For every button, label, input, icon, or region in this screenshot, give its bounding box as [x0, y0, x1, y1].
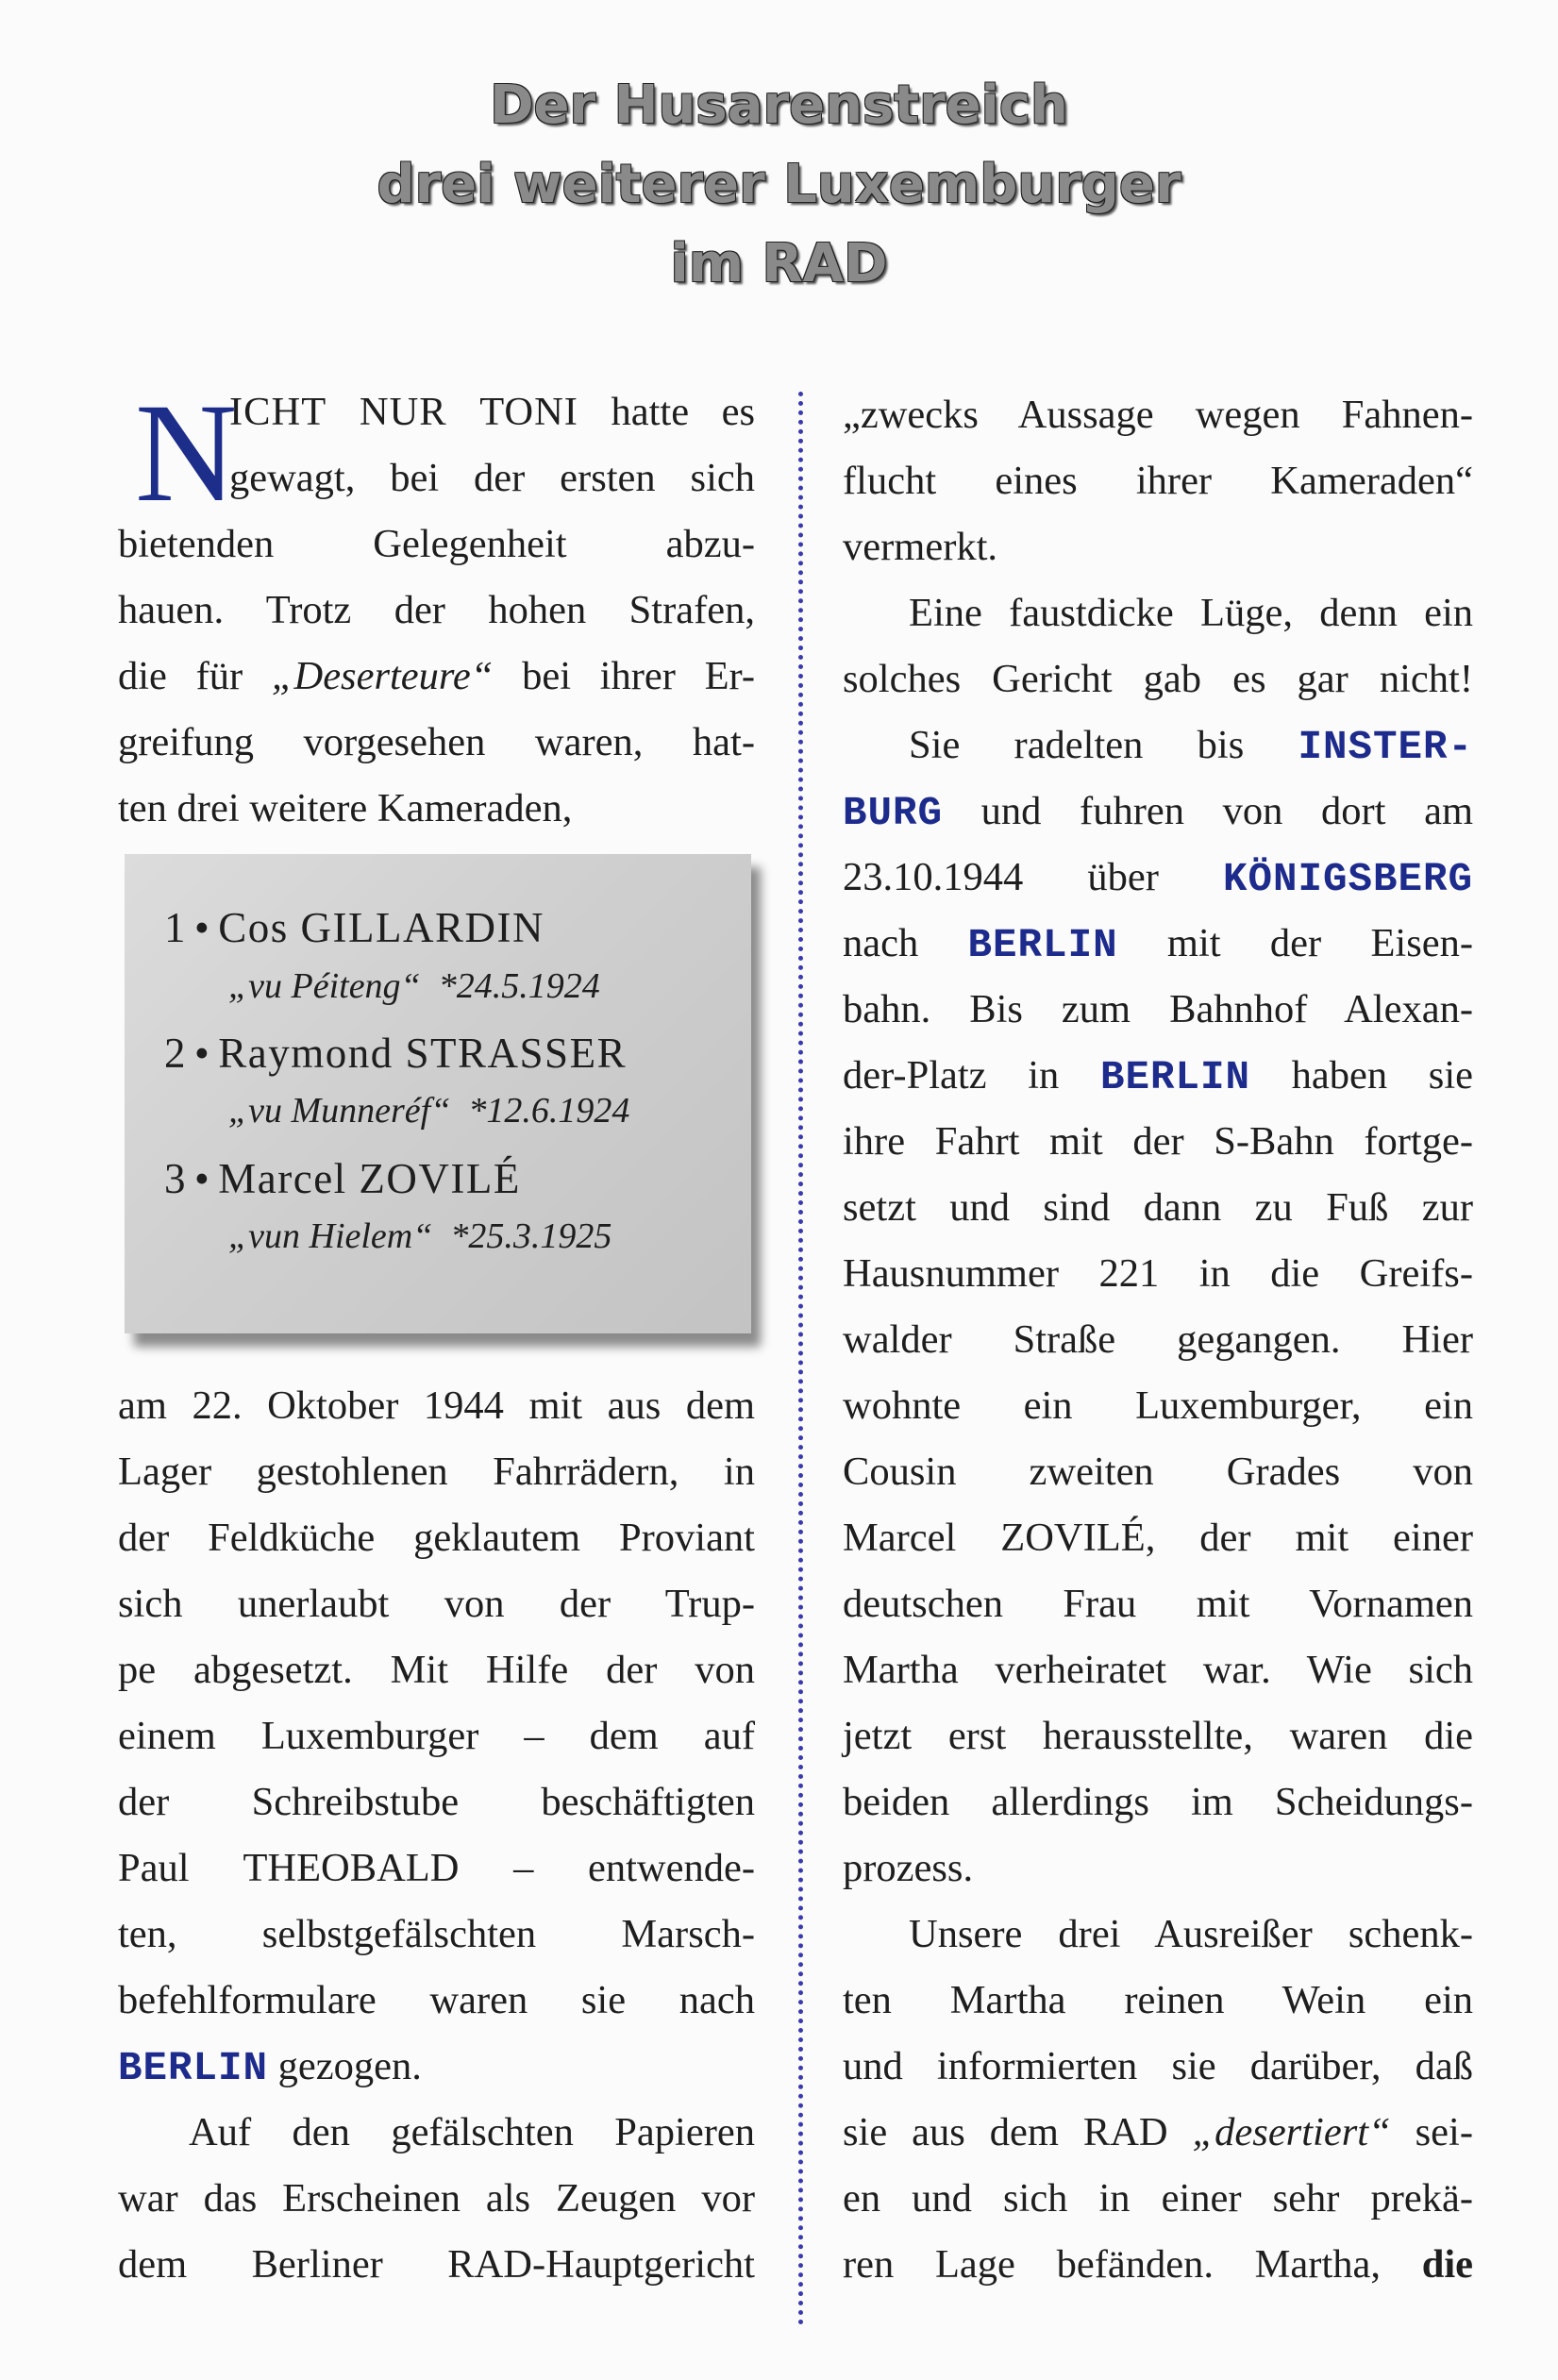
title-line-3: im RAD	[670, 233, 888, 294]
text-line: Hausnummer 221 in die Greifs-	[843, 1251, 1473, 1296]
card-origin-1: „vu Péiteng“ *24.5.1924	[228, 966, 600, 1006]
place-insterburg: INSTER-	[1298, 725, 1473, 770]
place-berlin: BERLIN	[1099, 1055, 1250, 1100]
text-line: sich unerlaubt von der Trup-	[118, 1582, 755, 1626]
text-line: vermerkt.	[843, 525, 998, 569]
text-line: gewagt, bei der ersten sich	[229, 456, 755, 500]
text-line: sie aus dem RAD „desertiert“ sei-	[843, 2110, 1473, 2154]
card-name-3: 3 • Marcel ZOVILÉ	[164, 1155, 521, 1202]
text-line: setzt und sind dann zu Fuß zur	[843, 1185, 1473, 1230]
text-line: war das Erscheinen als Zeugen vor	[118, 2176, 755, 2221]
text-line: en und sich in einer sehr prekä-	[843, 2176, 1473, 2221]
drop-cap: N	[135, 375, 238, 531]
text-line: hauen. Trotz der hohen Strafen,	[118, 588, 755, 632]
text-line: der Schreibstube beschäftigten	[118, 1780, 755, 1824]
names-card	[125, 854, 751, 1333]
text-line: deutschen Frau mit Vornamen	[843, 1582, 1473, 1626]
text-line: wohnte ein Luxemburger, ein	[843, 1383, 1473, 1428]
text-line: der-Platz in BERLIN haben sie	[843, 1053, 1474, 1100]
text-line: walder Straße gegangen. Hier	[843, 1317, 1473, 1362]
text-line: solches Gericht gab es gar nicht!	[843, 657, 1473, 701]
title-line-2: drei weiterer Luxemburger	[377, 154, 1181, 215]
text-line: „zwecks Aussage wegen Fahnen-	[843, 393, 1473, 437]
text-line: beiden allerdings im Scheidungs-	[843, 1780, 1473, 1824]
text-line: ten Martha reinen Wein ein	[843, 1978, 1473, 2022]
text-line: ICHT NUR TONI hatte es	[229, 390, 756, 434]
card-origin-2: „vu Munneréf“ *12.6.1924	[228, 1091, 630, 1131]
text-line: Lager gestohlenen Fahrrädern, in	[118, 1450, 755, 1494]
text-line: und informierten sie darüber, daß	[843, 2044, 1473, 2088]
text-line: befehlformulare waren sie nach	[118, 1978, 755, 2022]
text-line: dem Berliner RAD-Hauptgericht	[118, 2242, 755, 2287]
place-berlin: BERLIN	[118, 2046, 269, 2091]
page-title	[0, 66, 1558, 304]
left-column-bottom	[118, 1373, 755, 2298]
text-line: ren Lage befänden. Martha, die	[843, 2242, 1473, 2287]
text-line: einem Luxemburger – dem auf	[118, 1714, 755, 1758]
text-line: Paul THEOBALD – entwende-	[118, 1846, 755, 1890]
text-line: am 22. Oktober 1944 mit aus dem	[118, 1383, 755, 1428]
text-line: flucht eines ihrer Kameraden“	[843, 459, 1473, 503]
text-line: BERLIN gezogen.	[118, 2044, 422, 2091]
card-name-1: 1 • Cos GILLARDIN	[164, 904, 544, 951]
text-line: Martha verheiratet war. Wie sich	[843, 1648, 1473, 1692]
place-berlin: BERLIN	[967, 923, 1118, 968]
text-line: Eine faustdicke Lüge, denn ein	[909, 591, 1473, 635]
text-line: ihre Fahrt mit der S-Bahn fortge-	[843, 1119, 1473, 1164]
text-line: Auf den gefälschten Papieren	[189, 2110, 755, 2154]
text-line: ten, selbstgefälschten Marsch-	[118, 1912, 755, 1956]
text-line: Cousin zweiten Grades von	[843, 1450, 1473, 1494]
text-line: greifung vorgesehen waren, hat-	[118, 720, 755, 764]
text-line: bietenden Gelegenheit abzu-	[118, 522, 755, 566]
card-name-2: 2 • Raymond STRASSER	[164, 1030, 628, 1077]
text-line: prozess.	[843, 1846, 974, 1890]
title-line-1: Der Husarenstreich	[490, 75, 1068, 136]
card-origin-3: „vun Hielem“ *25.3.1925	[228, 1216, 612, 1256]
place-koenigsberg: KÖNIGSBERG	[1222, 857, 1473, 902]
text-line: nach BERLIN mit der Eisen-	[843, 921, 1474, 968]
text-line: BURG und fuhren von dort am	[843, 789, 1473, 836]
text-line: die für „Deserteure“ bei ihrer Er-	[118, 654, 756, 698]
text-line: pe abgesetzt. Mit Hilfe der von	[118, 1648, 755, 1692]
right-column	[843, 382, 1473, 2298]
text-line: jetzt erst herausstellte, waren die	[843, 1714, 1473, 1758]
text-line: Sie radelten bis INSTER-	[909, 723, 1473, 770]
text-line: Unsere drei Ausreißer schenk-	[909, 1912, 1473, 1956]
left-column-top	[118, 375, 756, 842]
text-line: ten drei weitere Kameraden,	[118, 786, 573, 830]
text-line: 23.10.1944 über KÖNIGSBERG	[843, 855, 1473, 902]
column-divider	[798, 392, 803, 2326]
text-line: bahn. Bis zum Bahnhof Alexan-	[843, 987, 1473, 1031]
text-line: Marcel ZOVILÉ, der mit einer	[843, 1516, 1473, 1560]
text-line: der Feldküche geklautem Proviant	[118, 1516, 755, 1560]
